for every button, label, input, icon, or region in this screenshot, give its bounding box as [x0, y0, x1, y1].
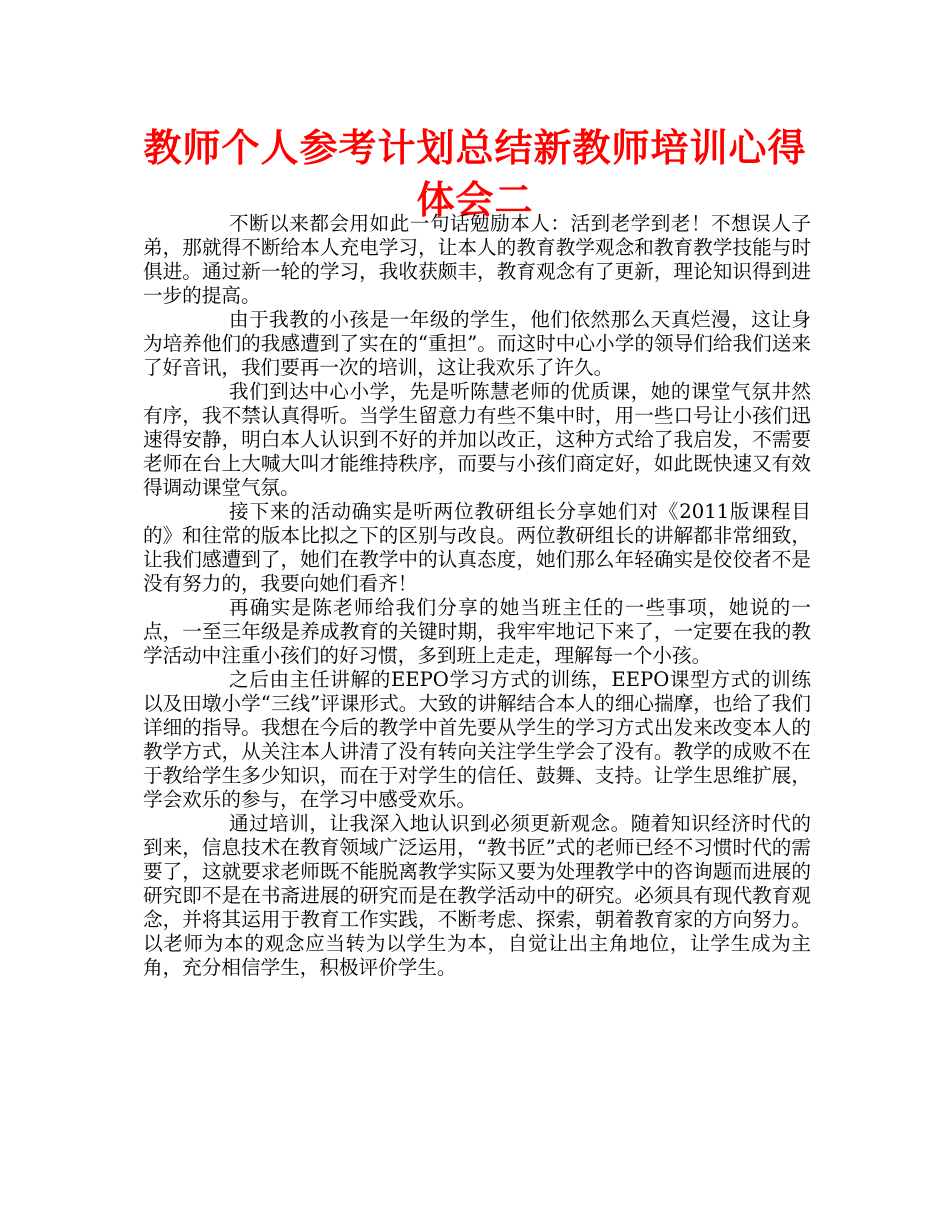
paragraph-5: 再确实是陈老师给我们分享的她当班主任的一些事项，她说的一点，一至三年级是养成教育的关键时期，我牢牢地记下来了，一定要在我的教学活动中注重小孩们的好习惯，多到班上走走，理解每一个小孩。 [143, 596, 811, 667]
document-title: 教师个人参考计划总结新教师培训心得体会二 [143, 125, 807, 222]
paragraph-2: 由于我教的小孩是一年级的学生，他们依然那么天真烂漫，这让身为培养他们的我感遭到了实在的“重担”。而这时中心小学的领导们给我们送来了好音讯，我们要再一次的培训，这让我欢乐了许久。 [143, 308, 811, 379]
paragraph-4: 接下来的活动确实是听两位教研组长分享她们对《2011版课程目的》和往常的版本比拟之下的区别与改良。两位教研组长的讲解都非常细致，让我们感遭到了，她们在教学中的认真态度，她们那么年轻确实是佼佼者不是没有努力的，我要向她们看齐！ [143, 500, 811, 595]
paragraph-6: 之后由主任讲解的EEPO学习方式的训练，EEPO课型方式的训练以及田墩小学“三线”评课形式。大致的讲解结合本人的细心揣摩，也给了我们详细的指导。我想在今后的教学中首先要从学生的学习方式出发来改变本人的教学方式，从关注本人讲清了没有转向关注学生学会了没有。教学的成败不在于教给学生多少知识，而在于对学生的信任、鼓舞、支持。让学生思维扩展，学会欢乐的参与，在学习中感受欢乐。 [143, 668, 811, 811]
paragraph-7: 通过培训，让我深入地认识到必须更新观念。随着知识经济时代的到来，信息技术在教育领域广泛运用，“教书匠”式的老师已经不习惯时代的需要了，这就要求老师既不能脱离教学实际又要为处理教学中的咨询题而进展的研究即不是在书斋进展的研究而是在教学活动中的研究。必须具有现代教育观念，并将其运用于教育工作实践，不断考虑、探索，朝着教育家的方向努力。以老师为本的观念应当转为以学生为本，自觉让出主角地位，让学生成为主角，充分相信学生，积极评价学生。 [143, 812, 811, 979]
paragraph-3: 我们到达中心小学，先是听陈慧老师的优质课，她的课堂气氛井然有序，我不禁认真得听。当学生留意力有些不集中时，用一些口号让小孩们迅速得安静，明白本人认识到不好的并加以改正，这种方式给了我启发，不需要老师在台上大喊大叫才能维持秩序，而要与小孩们商定好，如此既快速又有效得调动课堂气氛。 [143, 380, 811, 499]
document-body [143, 212, 811, 980]
paragraph-1: 不断以来都会用如此一句话勉励本人：活到老学到老！不想误人子弟，那就得不断给本人充电学习，让本人的教育教学观念和教育教学技能与时俱进。通过新一轮的学习，我收获颇丰，教育观念有了更新，理论知识得到进一步的提高。 [143, 212, 811, 307]
